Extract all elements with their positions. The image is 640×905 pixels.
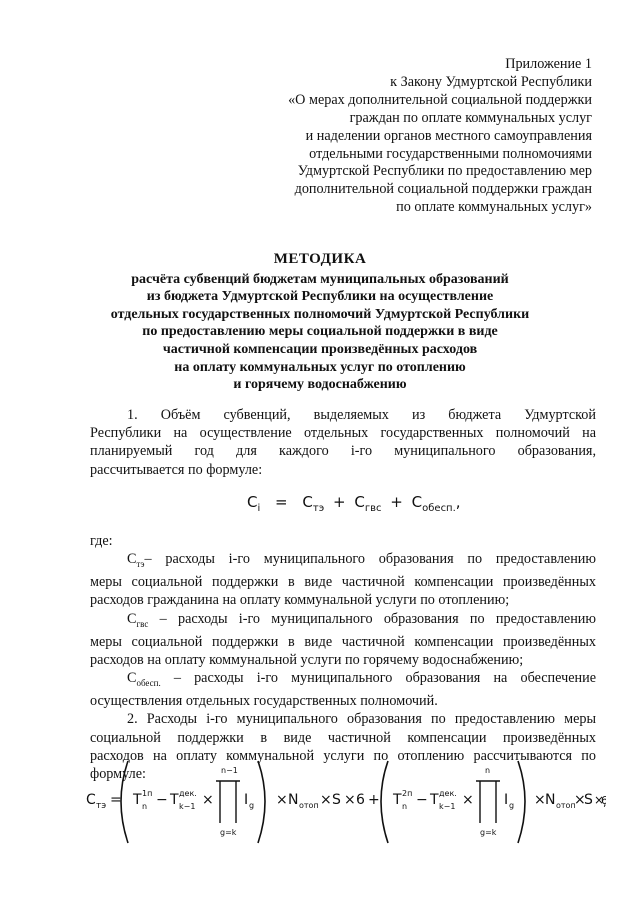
section-2-line: социальной поддержки в виде частичной компенсации произведённых	[90, 729, 596, 746]
heading-line: на оплату коммунальных услуг по отоплению	[174, 359, 466, 375]
appendix-line: по оплате коммунальных услуг»	[396, 199, 592, 216]
svg-text:×: ×	[202, 792, 214, 808]
svg-text:T: T	[170, 792, 179, 808]
heading-line: расчёта субвенций бюджетам муниципальных образований	[131, 271, 509, 287]
svg-text:g=k: g=k	[220, 828, 237, 837]
svg-text:×: ×	[276, 792, 288, 808]
heading-line: частичной компенсации произведённых расходов	[162, 341, 478, 357]
section-2-line: формуле:	[90, 765, 146, 782]
heating-formula-svg	[86, 753, 606, 849]
svg-text:k−1: k−1	[439, 802, 456, 811]
svg-text:T: T	[430, 792, 439, 808]
appendix-line: к Закону Удмуртской Республики	[390, 73, 592, 90]
where-label: где:	[90, 533, 113, 549]
svg-text:n: n	[485, 766, 491, 775]
subvention-formula: $C_i = C_{тэ} + C_{гвс} + C_{обесп.}$,	[247, 493, 461, 514]
svg-text:I: I	[244, 792, 249, 808]
svg-text:отоп: отоп	[299, 801, 319, 810]
svg-text:T: T	[133, 792, 142, 808]
svg-text:N: N	[545, 792, 556, 808]
heading-line: из бюджета Удмуртской Республики на осуществление	[146, 289, 494, 305]
svg-text:дек.: дек.	[179, 789, 197, 798]
paragraph-line: 1. Объём субвенций, выделяемых из бюджета Удмуртской	[127, 407, 596, 423]
heading-line: отдельных государственных полномочий Удмуртской Республики	[110, 306, 530, 322]
svg-text:×: ×	[320, 792, 332, 808]
definition-cte-line: $С_{тэ}-$ расходы i-го муниципального образования по предоставлению	[127, 551, 596, 570]
definition-cgvs-line: $С_{гвс}$ – расходы i-го муниципального образования по предоставлению	[127, 610, 596, 629]
section-2-line: 2. Расходы i-го муниципального образования по предоставлению меры	[127, 711, 596, 728]
appendix-line: граждан по оплате коммунальных услуг	[349, 109, 592, 126]
svg-text:6: 6	[601, 794, 606, 807]
svg-text:S: S	[332, 792, 341, 808]
svg-text:N: N	[288, 792, 299, 808]
svg-text:1п: 1п	[142, 789, 153, 798]
svg-text:−: −	[416, 792, 428, 808]
svg-text:n−1: n−1	[221, 766, 238, 775]
appendix-line: и наделении органов местного самоуправления	[305, 127, 592, 144]
svg-text:T: T	[393, 792, 402, 808]
document-title: МЕТОДИКА	[273, 251, 367, 267]
svg-text:6: 6	[356, 792, 365, 808]
heading-line: по предоставлению меры социальной поддержки в виде	[142, 324, 498, 340]
svg-text:×: ×	[574, 792, 586, 808]
svg-text:g: g	[249, 801, 255, 810]
svg-text:g: g	[509, 801, 515, 810]
appendix-header	[288, 56, 592, 217]
paragraph-line: планируемый год для каждого i-го муниципального образования,	[90, 443, 596, 460]
svg-text:2п: 2п	[402, 789, 413, 798]
appendix-line: «О мерах дополнительной социальной поддержки	[288, 91, 592, 108]
svg-text:=: =	[110, 792, 122, 808]
svg-text:C: C	[86, 792, 96, 808]
paragraph-line: рассчитывается по формуле:	[90, 461, 263, 478]
definition-line: осуществления отдельных государственных полномочий.	[90, 693, 438, 710]
svg-text:отоп: отоп	[556, 801, 576, 810]
methodology-heading	[0, 251, 640, 394]
svg-text:S: S	[584, 792, 593, 808]
svg-text:n: n	[402, 802, 408, 811]
heading-line: и горячему водоснабжению	[233, 377, 407, 393]
appendix-line: Приложение 1	[505, 56, 592, 72]
definition-line: меры социальной поддержки в виде частичной компенсации произведённых	[90, 633, 596, 650]
section-1-paragraph	[90, 406, 596, 479]
definitions-block	[90, 532, 596, 783]
svg-text:×: ×	[462, 792, 474, 808]
definition-line: расходов на оплату коммунальной услуги по горячему водоснабжению;	[90, 651, 524, 668]
svg-text:−: −	[156, 792, 168, 808]
svg-text:k−1: k−1	[179, 802, 196, 811]
appendix-line: дополнительной социальной поддержки граждан	[294, 181, 592, 198]
svg-text:+: +	[368, 792, 380, 808]
definition-line: расходов гражданина на оплату коммунальной услуги по отоплению;	[90, 592, 510, 609]
svg-text:,	[603, 796, 606, 809]
definition-line: меры социальной поддержки в виде частичной компенсации произведённых	[90, 574, 596, 591]
svg-text:g=k: g=k	[480, 828, 497, 837]
svg-text:×: ×	[594, 793, 605, 807]
svg-text:×: ×	[534, 792, 546, 808]
svg-text:×: ×	[344, 792, 356, 808]
svg-text:дек.: дек.	[439, 789, 457, 798]
paragraph-line: Республики на осуществление отдельных государственных полномочий на	[90, 425, 596, 442]
appendix-line: Удмуртской Республики по предоставлению мер	[297, 163, 592, 180]
section-2-line: расходов на оплату коммунальной услуги по отоплению рассчитываются по	[90, 747, 596, 764]
svg-text:n: n	[142, 802, 148, 811]
svg-text:I: I	[504, 792, 509, 808]
definition-cobesp-line: $С_{обесп.}$ – расходы i-го муниципального образования на обеспечение	[127, 670, 596, 688]
svg-text:тэ: тэ	[96, 801, 107, 811]
heating-expense-formula	[86, 753, 606, 849]
appendix-line: отдельными государственными полномочиями	[309, 145, 592, 162]
